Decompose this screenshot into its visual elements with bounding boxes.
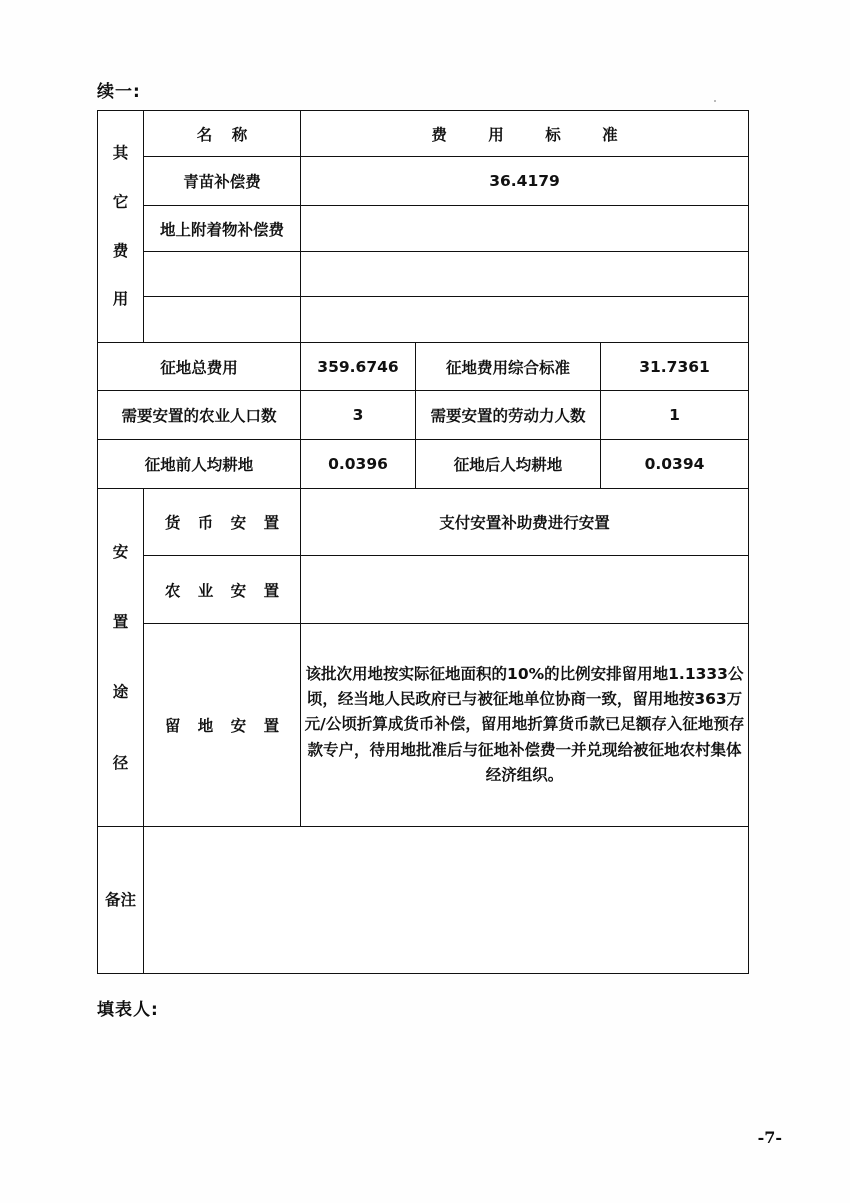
table-row-other-fees-header [98,111,749,157]
row-label-char: 径 [112,753,129,772]
row-label-other-fees [98,111,144,343]
table-row-monetary-placement [98,489,749,556]
column-header-standard: 费 用 标 准 [301,111,749,157]
fee-item-standard [301,252,749,297]
fee-item-name: 地上附着物补偿费 [144,206,301,252]
table-row [98,297,749,343]
content-agricultural-placement [301,556,749,624]
fee-item-standard [301,206,749,252]
table-row-agricultural-placement [98,556,749,624]
column-header-name: 名 称 [144,111,301,157]
fee-item-standard: 36.4179 [301,157,749,206]
label-agricultural-population: 需要安置的农业人口数 [98,391,301,440]
row-label-char: 用 [112,290,129,309]
value-agricultural-population: 3 [301,391,416,440]
content-reserved-land-placement: 该批次用地按实际征地面积的10%的比例安排留用地1.1333公顷，经当地人民政府已与被征地单位协商一致，留用地按363万元/公顷折算成货币补偿，留用地折算货币款已足额存入征地预存款专户，待用地批准后与征地补偿费一并兑现给被征地农村集体经济组织。 [301,624,749,827]
table-row [98,252,749,297]
scan-speck [714,100,716,102]
content-remarks [144,827,749,974]
value-total-land-cost: 359.6746 [301,343,416,391]
page-number: -7- [757,1128,782,1147]
row-label-char: 安 [112,542,129,561]
row-label-char: 费 [112,241,129,260]
label-per-capita-after: 征地后人均耕地 [416,440,601,489]
row-label-char: 它 [112,193,129,212]
table-row [98,206,749,252]
table-row-population [98,391,749,440]
label-monetary-placement: 货 币 安 置 [144,489,301,556]
label-total-land-cost: 征地总费用 [98,343,301,391]
compensation-table [97,110,749,974]
label-reserved-land-placement: 留 地 安 置 [144,624,301,827]
row-label-remarks-text: 备注 [104,890,136,909]
row-label-placement-methods [98,489,144,827]
fee-item-name [144,297,301,343]
value-labor-force: 1 [601,391,749,440]
table-row-reserved-land-placement [98,624,749,827]
row-label-remarks [98,827,144,974]
table-row [98,157,749,206]
table-row-remarks [98,827,749,974]
content-monetary-placement: 支付安置补助费进行安置 [301,489,749,556]
fee-item-name [144,252,301,297]
label-agricultural-placement: 农 业 安 置 [144,556,301,624]
table-row-total-cost [98,343,749,391]
form-filler-label: 填表人: [97,1000,159,1020]
fee-item-name: 青苗补偿费 [144,157,301,206]
value-per-capita-after: 0.0394 [601,440,749,489]
row-label-char: 置 [112,613,129,632]
row-label-char: 途 [112,683,129,702]
label-comprehensive-standard: 征地费用综合标准 [416,343,601,391]
value-comprehensive-standard: 31.7361 [601,343,749,391]
compensation-table-wrapper [97,110,748,974]
fee-item-standard [301,297,749,343]
continuation-label: 续一: [97,82,141,102]
table-row-per-capita-land [98,440,749,489]
label-labor-force: 需要安置的劳动力人数 [416,391,601,440]
value-per-capita-before: 0.0396 [301,440,416,489]
row-label-char: 其 [112,144,129,163]
label-per-capita-before: 征地前人均耕地 [98,440,301,489]
